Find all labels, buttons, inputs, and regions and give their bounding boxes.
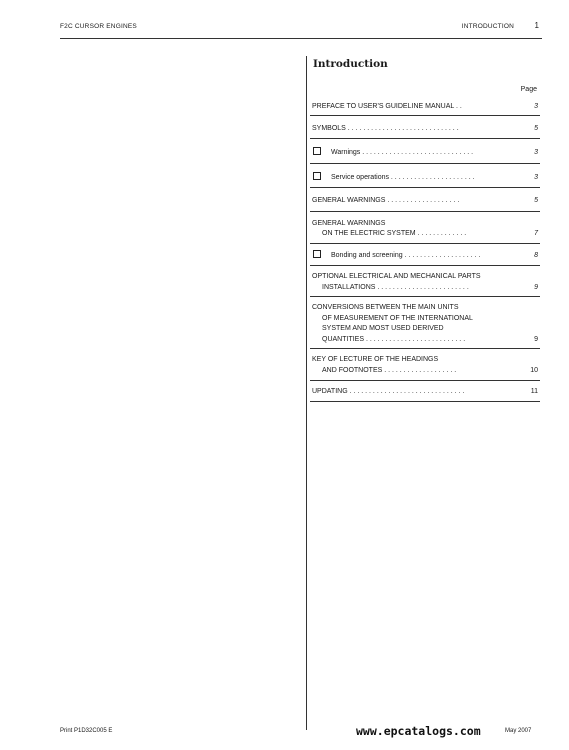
toc-entry-text: INSTALLATIONS . . . . . . . . . . . . . . . . . . . . . . . . <box>322 283 469 291</box>
toc-entry-label <box>312 387 528 398</box>
toc-entry-label <box>312 219 528 230</box>
toc-entry <box>310 139 540 164</box>
toc-entry-text: Bonding and screening . . . . . . . . . . . . . . . . . . . . <box>331 251 481 259</box>
table-of-contents <box>310 56 540 402</box>
toc-entry-page: 8 <box>534 251 538 259</box>
toc-entry-text: GENERAL WARNINGS . . . . . . . . . . . . . . . . . . . <box>312 197 460 204</box>
toc-entry-page: 3 <box>534 149 538 156</box>
toc-entry-label <box>312 314 528 325</box>
toc-entry <box>310 96 540 116</box>
toc-entry-text: AND FOOTNOTES . . . . . . . . . . . . . . . . . . . <box>322 366 457 374</box>
toc-entry-text: OF MEASUREMENT OF THE INTERNATIONAL <box>322 314 473 322</box>
checkbox-icon <box>313 147 321 155</box>
toc-entry-page: 5 <box>534 124 538 132</box>
toc-entry-text: PREFACE TO USER'S GUIDELINE MANUAL . . <box>312 103 462 110</box>
column-divider <box>306 56 307 730</box>
toc-entry-label <box>312 272 528 283</box>
toc-entry <box>310 212 540 244</box>
toc-entry <box>310 164 540 189</box>
toc-entry-page: 9 <box>534 335 538 343</box>
header-manual-title: F2C CURSOR ENGINES <box>60 23 137 30</box>
page-header <box>60 18 542 39</box>
toc-entry <box>310 244 540 267</box>
toc-title: Introduction <box>313 58 388 70</box>
toc-entry <box>310 266 540 297</box>
toc-entry <box>310 349 540 381</box>
toc-entry-label <box>312 124 528 135</box>
toc-entry-text: OPTIONAL ELECTRICAL AND MECHANICAL PARTS <box>312 273 481 280</box>
toc-entry-label <box>312 303 528 314</box>
toc-entry-label <box>312 147 528 159</box>
watermark: www.epcatalogs.com <box>356 724 481 738</box>
toc-entry-page: 5 <box>534 197 538 204</box>
footer-date: May 2007 <box>505 728 532 734</box>
toc-entry-page: 11 <box>530 388 538 395</box>
toc-entries <box>310 96 540 402</box>
header-section-title: INTRODUCTION <box>461 23 514 30</box>
toc-entry-text: Warnings . . . . . . . . . . . . . . . . . . . . . . . . . . . . . <box>331 149 474 156</box>
toc-entry-label <box>312 283 528 294</box>
toc-entry-label <box>312 102 528 113</box>
toc-entry <box>310 297 540 349</box>
toc-entry-page: 10 <box>530 366 538 374</box>
toc-entry <box>310 116 540 140</box>
footer-print-code: Print P1D32C005 E <box>60 728 113 734</box>
toc-entry <box>310 381 540 402</box>
toc-entry-page: 3 <box>534 173 538 181</box>
toc-entry-text: Service operations . . . . . . . . . . . . . . . . . . . . . . <box>331 173 475 181</box>
checkbox-icon <box>313 172 321 180</box>
toc-page-column-label: Page <box>520 86 537 93</box>
toc-entry-text: SYSTEM AND MOST USED DERIVED <box>322 325 444 332</box>
toc-entry <box>310 188 540 212</box>
toc-entry-text: QUANTITIES . . . . . . . . . . . . . . . . . . . . . . . . . . <box>322 335 466 343</box>
toc-entry-text: ON THE ELECTRIC SYSTEM . . . . . . . . . . . . . <box>322 230 467 237</box>
toc-entry-page: 9 <box>534 283 538 291</box>
toc-entry-label <box>312 172 528 184</box>
toc-entry-label <box>312 355 528 366</box>
toc-entry-page: 3 <box>534 103 538 110</box>
toc-entry-text: KEY OF LECTURE OF THE HEADINGS <box>312 356 439 363</box>
checkbox-icon <box>313 250 321 258</box>
toc-entry-label <box>312 250 528 262</box>
toc-entry-label <box>312 196 528 207</box>
header-page-number: 1 <box>534 21 539 30</box>
toc-entry-text: UPDATING . . . . . . . . . . . . . . . . . . . . . . . . . . . . . . <box>312 388 465 395</box>
toc-entry-text: SYMBOLS . . . . . . . . . . . . . . . . . . . . . . . . . . . . . <box>312 124 459 132</box>
toc-entry-text: CONVERSIONS BETWEEN THE MAIN UNITS <box>312 304 459 311</box>
toc-entry-label <box>312 335 528 346</box>
toc-entry-text: GENERAL WARNINGS <box>312 219 386 227</box>
toc-entry-page: 7 <box>534 230 538 237</box>
toc-entry-label <box>312 229 528 240</box>
toc-entry-label <box>312 324 528 335</box>
toc-entry-label <box>312 366 528 377</box>
